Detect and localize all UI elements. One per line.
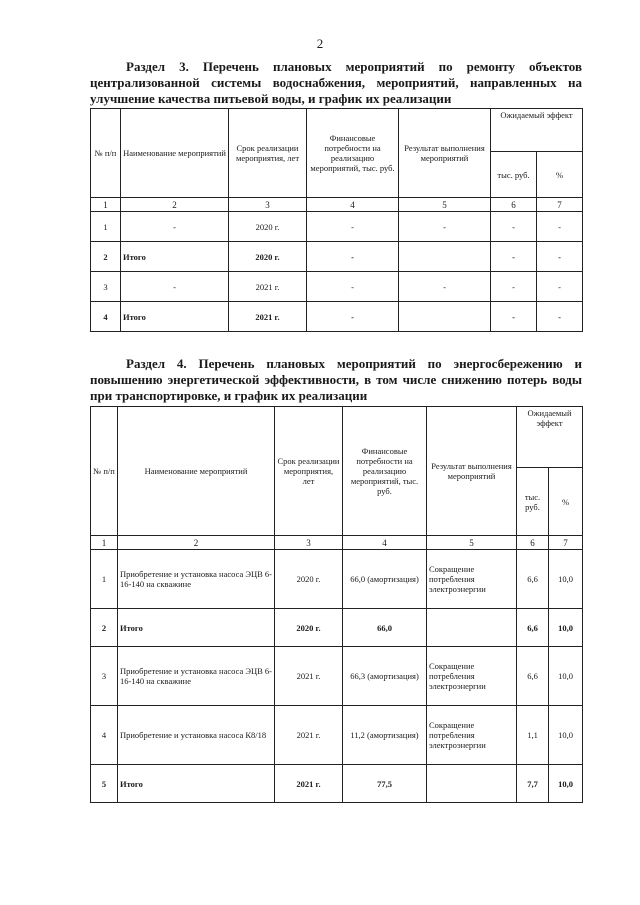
header-effect: Ожидаемый эффект (517, 407, 583, 468)
header-result: Результат выполнения мероприятий (399, 109, 491, 198)
row-term: 2021 г. (275, 765, 343, 803)
col-number: 6 (491, 198, 537, 212)
table-row (91, 212, 583, 242)
row-num: 2 (91, 242, 121, 272)
row-finance: 66,3 (амортизация) (343, 647, 427, 706)
row-finance: 66,0 (343, 609, 427, 647)
row-thous: 1,1 (517, 706, 549, 765)
col-number: 6 (517, 536, 549, 550)
row-name: Приобретение и установка насоса ЭЦВ 6-16-140 на скважине (118, 647, 275, 706)
table-row (91, 706, 583, 765)
header-finance: Финансовые потребности на реализацию мероприятий, тыс. руб. (343, 407, 427, 536)
row-pct: 10,0 (549, 706, 583, 765)
row-result: Сокращение потребления электроэнергии (427, 706, 517, 765)
row-thous: 7,7 (517, 765, 549, 803)
row-num: 1 (91, 212, 121, 242)
row-term: 2021 г. (229, 272, 307, 302)
table-row-total (91, 302, 583, 332)
row-name: - (121, 272, 229, 302)
section3-heading: Раздел 3. Перечень плановых мероприятий по ремонту объектов централизованной системы водоснабжения, мероприятий, направленных на улучшение качества питьевой воды, и график их реализации (90, 59, 582, 106)
col-number: 4 (343, 536, 427, 550)
row-num: 3 (91, 647, 118, 706)
row-result: Сокращение потребления электроэнергии (427, 550, 517, 609)
row-pct: - (537, 272, 583, 302)
table-row-total (91, 609, 583, 647)
row-pct: 10,0 (549, 609, 583, 647)
row-name: Приобретение и установка насоса К8/18 (118, 706, 275, 765)
row-term: 2021 г. (275, 706, 343, 765)
col-number: 1 (91, 198, 121, 212)
header-finance: Финансовые потребности на реализацию мероприятий, тыс. руб. (307, 109, 399, 198)
row-term: 2021 г. (229, 302, 307, 332)
col-number: 3 (229, 198, 307, 212)
row-finance: - (307, 272, 399, 302)
row-finance: - (307, 212, 399, 242)
row-name: Приобретение и установка насоса ЭЦВ 6-16-140 на скважине (118, 550, 275, 609)
col-number: 2 (121, 198, 229, 212)
row-thous: - (491, 272, 537, 302)
row-pct: - (537, 242, 583, 272)
row-thous: 6,6 (517, 609, 549, 647)
col-number: 7 (537, 198, 583, 212)
row-pct: - (537, 302, 583, 332)
row-result (427, 609, 517, 647)
row-finance: 66,0 (амортизация) (343, 550, 427, 609)
page-number: 2 (316, 36, 324, 51)
section4-table (90, 406, 583, 803)
header-effect-pct: % (549, 468, 583, 536)
row-name: - (121, 212, 229, 242)
col-number: 3 (275, 536, 343, 550)
header-name: Наименование мероприятий (118, 407, 275, 536)
row-term: 2020 г. (275, 609, 343, 647)
row-num: 4 (91, 706, 118, 765)
table-row-total (91, 765, 583, 803)
row-finance: - (307, 302, 399, 332)
row-thous: - (491, 242, 537, 272)
row-num: 2 (91, 609, 118, 647)
col-number: 5 (427, 536, 517, 550)
row-result: Сокращение потребления электроэнергии (427, 647, 517, 706)
row-pct: - (537, 212, 583, 242)
row-thous: 6,6 (517, 647, 549, 706)
row-term: 2021 г. (275, 647, 343, 706)
table-row (91, 647, 583, 706)
row-result (427, 765, 517, 803)
header-term: Срок реализации мероприятия, лет (229, 109, 307, 198)
row-result (399, 242, 491, 272)
row-result: - (399, 272, 491, 302)
header-effect-thous: тыс. руб. (517, 468, 549, 536)
row-num: 4 (91, 302, 121, 332)
row-finance: - (307, 242, 399, 272)
row-finance: 77,5 (343, 765, 427, 803)
row-term: 2020 г. (229, 242, 307, 272)
table-row (91, 272, 583, 302)
header-effect-thous: тыс. руб. (491, 152, 537, 198)
row-term: 2020 г. (229, 212, 307, 242)
row-term: 2020 г. (275, 550, 343, 609)
col-number: 5 (399, 198, 491, 212)
row-result: - (399, 212, 491, 242)
header-result: Результат выполнения мероприятий (427, 407, 517, 536)
row-pct: 10,0 (549, 550, 583, 609)
row-thous: - (491, 302, 537, 332)
header-name: Наименование мероприятий (121, 109, 229, 198)
header-num: № п/п (91, 109, 121, 198)
table-row-total (91, 242, 583, 272)
row-pct: 10,0 (549, 647, 583, 706)
header-term: Срок реализации мероприятия, лет (275, 407, 343, 536)
row-pct: 10,0 (549, 765, 583, 803)
row-thous: - (491, 212, 537, 242)
col-number: 4 (307, 198, 399, 212)
row-finance: 11,2 (амортизация) (343, 706, 427, 765)
row-name: Итого (118, 765, 275, 803)
row-name: Итого (121, 302, 229, 332)
col-number: 7 (549, 536, 583, 550)
header-effect: Ожидаемый эффект (491, 109, 583, 152)
col-number: 1 (91, 536, 118, 550)
row-thous: 6,6 (517, 550, 549, 609)
row-result (399, 302, 491, 332)
section4-heading: Раздел 4. Перечень плановых мероприятий по энергосбережению и повышению энергетической эффективности, в том числе снижению потерь воды при транспортировке, и график их реализации (90, 356, 582, 403)
header-num: № п/п (91, 407, 118, 536)
row-num: 3 (91, 272, 121, 302)
row-num: 1 (91, 550, 118, 609)
table-row (91, 550, 583, 609)
row-name: Итого (118, 609, 275, 647)
header-effect-pct: % (537, 152, 583, 198)
col-number: 2 (118, 536, 275, 550)
row-num: 5 (91, 765, 118, 803)
row-name: Итого (121, 242, 229, 272)
section3-table (90, 108, 583, 332)
